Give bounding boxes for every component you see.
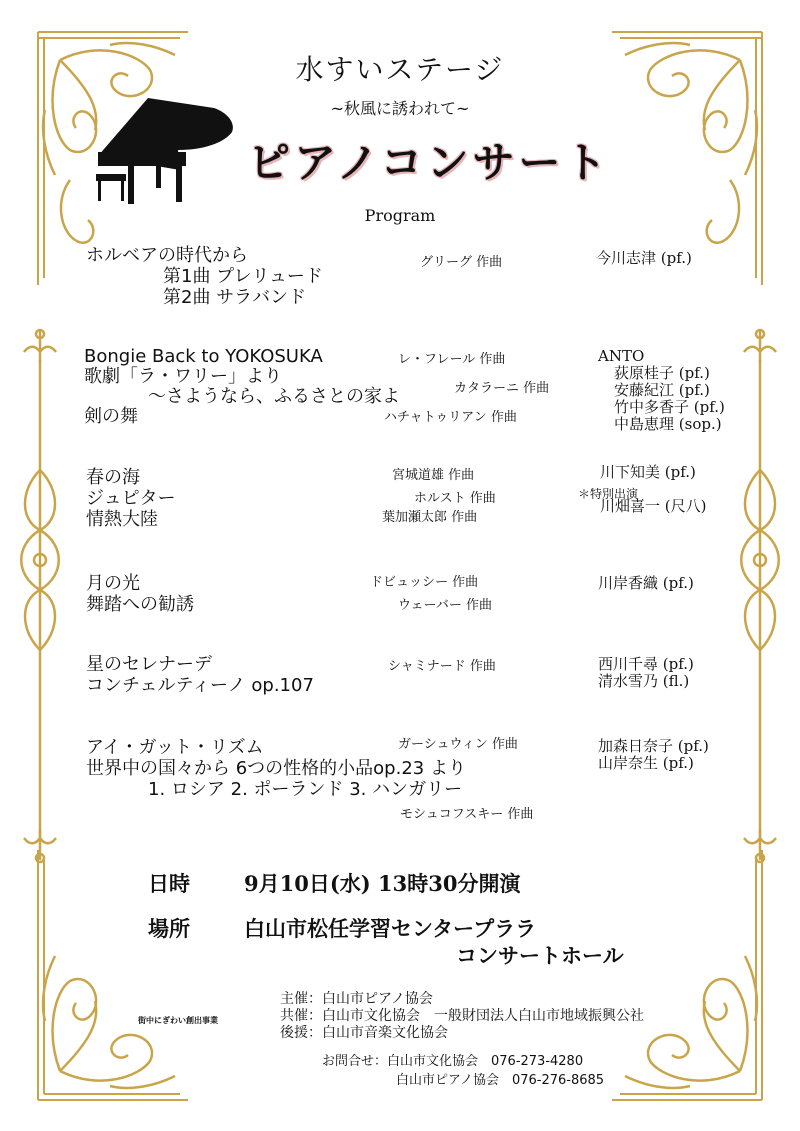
composer: ウェーバー 作曲 xyxy=(398,598,492,613)
date-label: 日時 xyxy=(148,871,190,896)
performer: 安藤紀江 (pf.) xyxy=(614,381,710,399)
performer: 今川志津 (pf.) xyxy=(596,249,692,267)
subtitle: ~秋風に誘われて~ xyxy=(330,99,470,118)
performer: 中島恵理 (sop.) xyxy=(614,415,722,433)
contact-line: お問合せ：白山市文化協会 076-273-4280 xyxy=(322,1054,584,1069)
performer: 加森日奈子 (pf.) xyxy=(598,737,709,755)
composer: シャミナード 作曲 xyxy=(388,659,496,674)
performer: 山岸奈生 (pf.) xyxy=(598,754,694,772)
piece-title: ジュピター xyxy=(86,488,176,509)
piece-title: 〜さようなら、ふるさとの家よ xyxy=(148,386,400,407)
sponsor-line: 後援：白山市音楽文化協会 xyxy=(280,1025,448,1041)
organizer-line: 主催：白山市ピアノ協会 xyxy=(280,991,433,1007)
performer: 西川千尋 (pf.) xyxy=(598,655,694,673)
co-organizer-line: 共催：白山市文化協会 一般財団法人白山市地域振興公社 xyxy=(280,1008,644,1024)
composer: ハチャトゥリアン 作曲 xyxy=(384,410,517,425)
piece-title: 春の海 xyxy=(86,467,140,488)
piece-title: 第2曲 サラバンド xyxy=(163,287,307,308)
project-label: 街中にぎわい創出事業 xyxy=(138,1016,218,1025)
piece-title: 情熱大陸 xyxy=(86,509,158,530)
place-label: 場所 xyxy=(148,916,190,941)
performer-group: ANTO xyxy=(598,347,645,365)
composer: レ・フレール 作曲 xyxy=(398,352,506,367)
piece-title: 舞踏への勧誘 xyxy=(86,594,194,615)
performer: 川下知美 (pf.) xyxy=(600,463,696,481)
composer: ドビュッシー 作曲 xyxy=(370,575,479,590)
composer: 宮城道雄 作曲 xyxy=(392,468,475,483)
piece-title: Bongie Back to YOKOSUKA xyxy=(84,346,323,367)
contact-line: 白山市ピアノ協会 076-276-8685 xyxy=(396,1073,605,1088)
composer: ホルスト 作曲 xyxy=(414,491,496,506)
place-hall: コンサートホール xyxy=(456,943,624,968)
scroll-ornament-icon xyxy=(625,956,757,1088)
page-title: ピアノコンサート xyxy=(248,138,611,187)
piece-title: 月の光 xyxy=(86,573,140,594)
piece-title: 歌劇「ラ・ワリー」より xyxy=(84,366,282,387)
composer: カタラーニ 作曲 xyxy=(454,381,550,396)
series-title: 水すいステージ xyxy=(295,53,505,86)
piece-title: 剣の舞 xyxy=(84,406,138,427)
piece-title: ホルベアの時代から xyxy=(86,245,248,266)
piece-title: 1. ロシア 2. ポーランド 3. ハンガリー xyxy=(148,779,463,800)
composer: モシュコフスキー 作曲 xyxy=(400,807,534,822)
performer: 川畑喜一 (尺八) xyxy=(600,497,707,515)
piece-title: コンチェルティーノ op.107 xyxy=(86,675,314,696)
piece-title: アイ・ガット・リズム xyxy=(86,737,264,758)
performer: 川岸香織 (pf.) xyxy=(598,574,694,592)
piece-title: 第1曲 プレリュード xyxy=(163,266,323,287)
performer: 清水雪乃 (fl.) xyxy=(598,672,690,690)
piece-title: 星のセレナーデ xyxy=(86,654,212,675)
special-appearance-note: ＊特別出演 xyxy=(578,487,639,501)
performer: 荻原桂子 (pf.) xyxy=(614,364,710,382)
place-name: 白山市松任学習センタープララ xyxy=(244,916,537,941)
program-label: Program xyxy=(364,206,436,225)
piece-title: 世界中の国々から 6つの性格的小品op.23 より xyxy=(86,758,466,779)
composer: グリーグ 作曲 xyxy=(420,255,503,270)
composer: 葉加瀬太郎 作曲 xyxy=(382,510,478,525)
composer: ガーシュウィン 作曲 xyxy=(398,737,518,752)
performer: 竹中多香子 (pf.) xyxy=(614,398,725,416)
date-value: 9月10日(水) 13時30分開演 xyxy=(244,871,521,896)
